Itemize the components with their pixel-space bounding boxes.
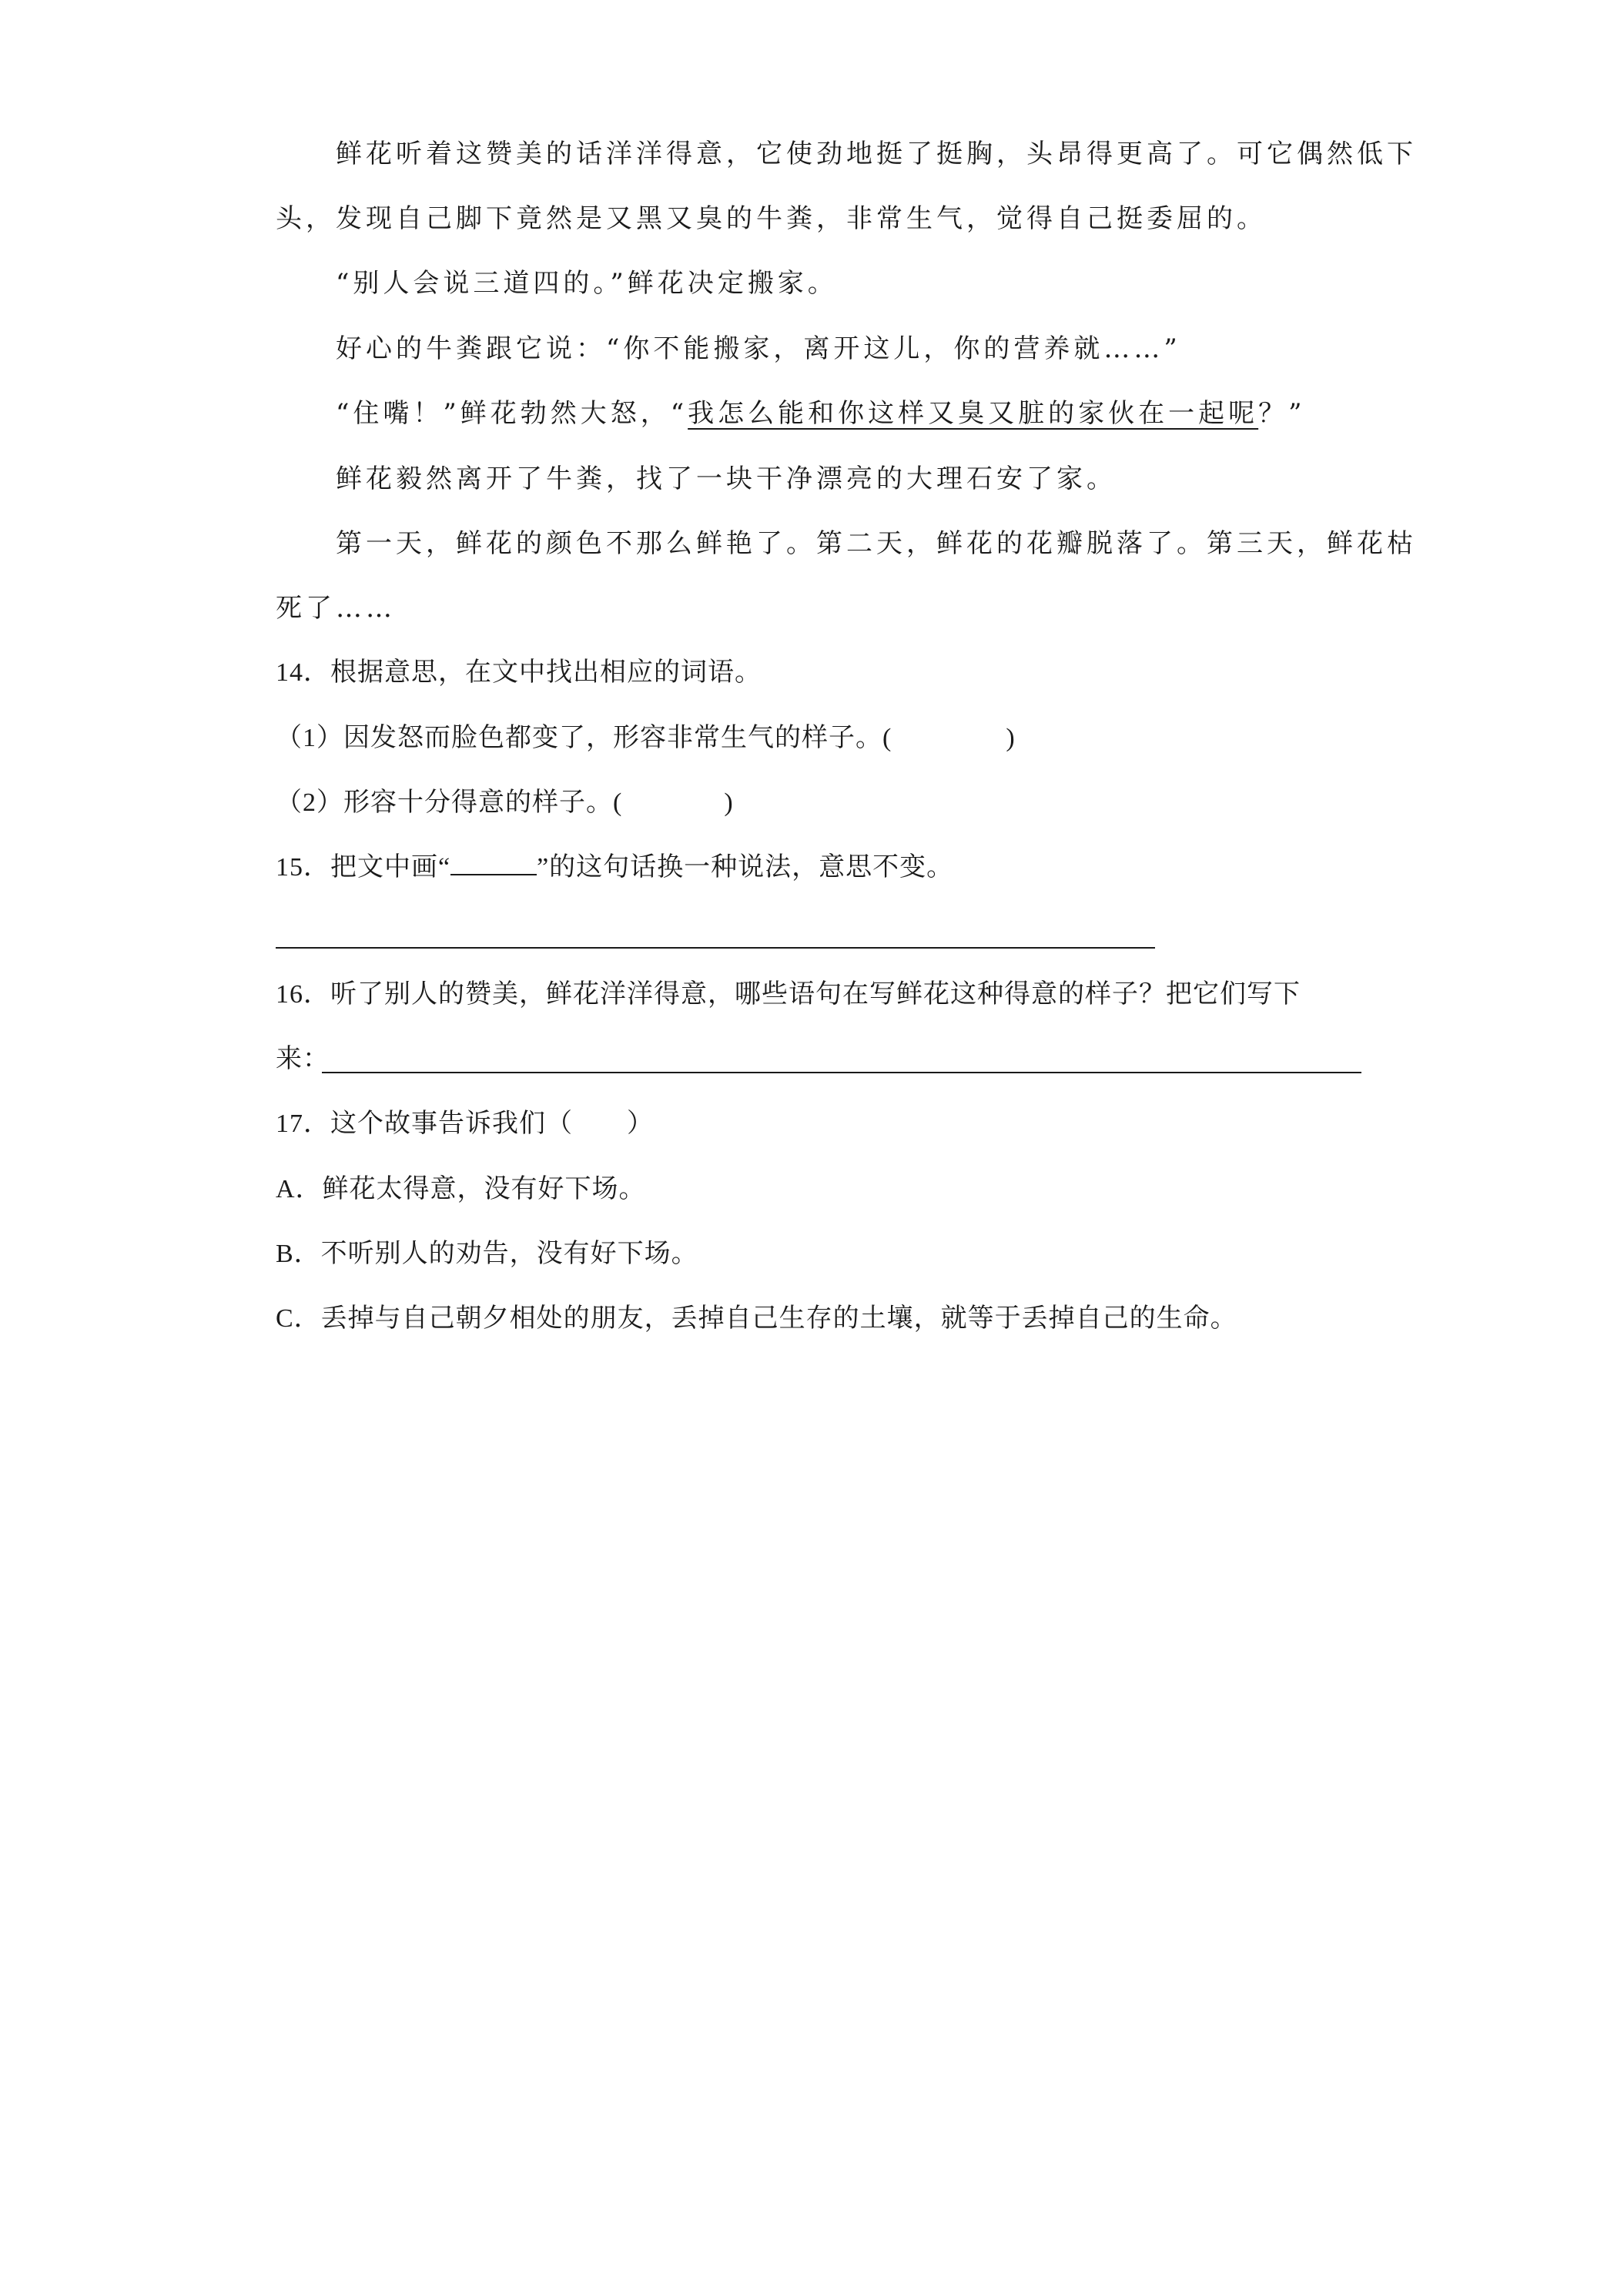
- passage-paragraph-5: 鲜花毅然离开了牛粪，找了一块干净漂亮的大理石安了家。: [336, 464, 1117, 494]
- passage-paragraph-3: 好心的牛粪跟它说：“你不能搬家，离开这儿，你的营养就……”: [336, 333, 1181, 364]
- question-15-suffix: ”的这句话换一种说法，意思不变。: [537, 853, 954, 882]
- answer-line-16[interactable]: [322, 1072, 1361, 1073]
- question-14-2-text: （2）形容十分得意的样子。(: [276, 788, 623, 817]
- question-16-line-1: 16．听了别人的赞美，鲜花洋洋得意，哪些语句在写鲜花这种得意的样子？把它们写下: [276, 980, 1301, 1009]
- question-14-1-close: ): [1006, 724, 1016, 752]
- question-14-1-text: （1）因发怒而脸色都变了，形容非常生气的样子。(: [276, 724, 892, 752]
- answer-line-15[interactable]: [276, 947, 1155, 949]
- passage-paragraph-4: [336, 397, 1306, 430]
- question-16-line-2: 来：: [276, 1045, 330, 1073]
- passage-paragraph-2: “别人会说三道四的。”鲜花决定搬家。: [336, 268, 838, 299]
- question-15: [276, 851, 953, 885]
- question-14-2: [276, 786, 734, 820]
- underlined-sentence: 我怎么能和你这样又臭又脏的家伙在一起呢: [688, 398, 1259, 429]
- passage-paragraph-6-line-1: 第一天，鲜花的颜色不那么鲜艳了。第二天，鲜花的花瓣脱落了。第三天，鲜花枯: [336, 528, 1417, 559]
- passage-paragraph-1-line-2: 头，发现自己脚下竟然是又黑又臭的牛粪，非常生气，觉得自己挺委屈的。: [276, 203, 1267, 234]
- question-14-2-close: ): [724, 788, 734, 817]
- passage-paragraph-4-start: “住嘴！”鲜花勃然大怒，“: [336, 398, 688, 429]
- option-c[interactable]: C．丢掉与自己朝夕相处的朋友，丢掉自己生存的土壤，就等于丢掉自己的生命。: [276, 1304, 1237, 1333]
- question-17: 17．这个故事告诉我们（ ）: [276, 1110, 654, 1138]
- passage-paragraph-4-end: ？”: [1258, 398, 1306, 429]
- passage-paragraph-1-line-1: 鲜花听着这赞美的话洋洋得意，它使劲地挺了挺胸，头昂得更高了。可它偶然低下: [336, 139, 1417, 169]
- question-15-prefix: 15．把文中画“: [276, 853, 451, 882]
- question-14: 14．根据意思，在文中找出相应的词语。: [276, 658, 762, 687]
- question-14-1: [276, 721, 1016, 755]
- passage-paragraph-6-line-2: 死了……: [276, 593, 396, 624]
- option-b[interactable]: B．不听别人的劝告，没有好下场。: [276, 1240, 698, 1268]
- option-a[interactable]: A．鲜花太得意，没有好下场。: [276, 1175, 646, 1203]
- underline-marker: [450, 851, 537, 875]
